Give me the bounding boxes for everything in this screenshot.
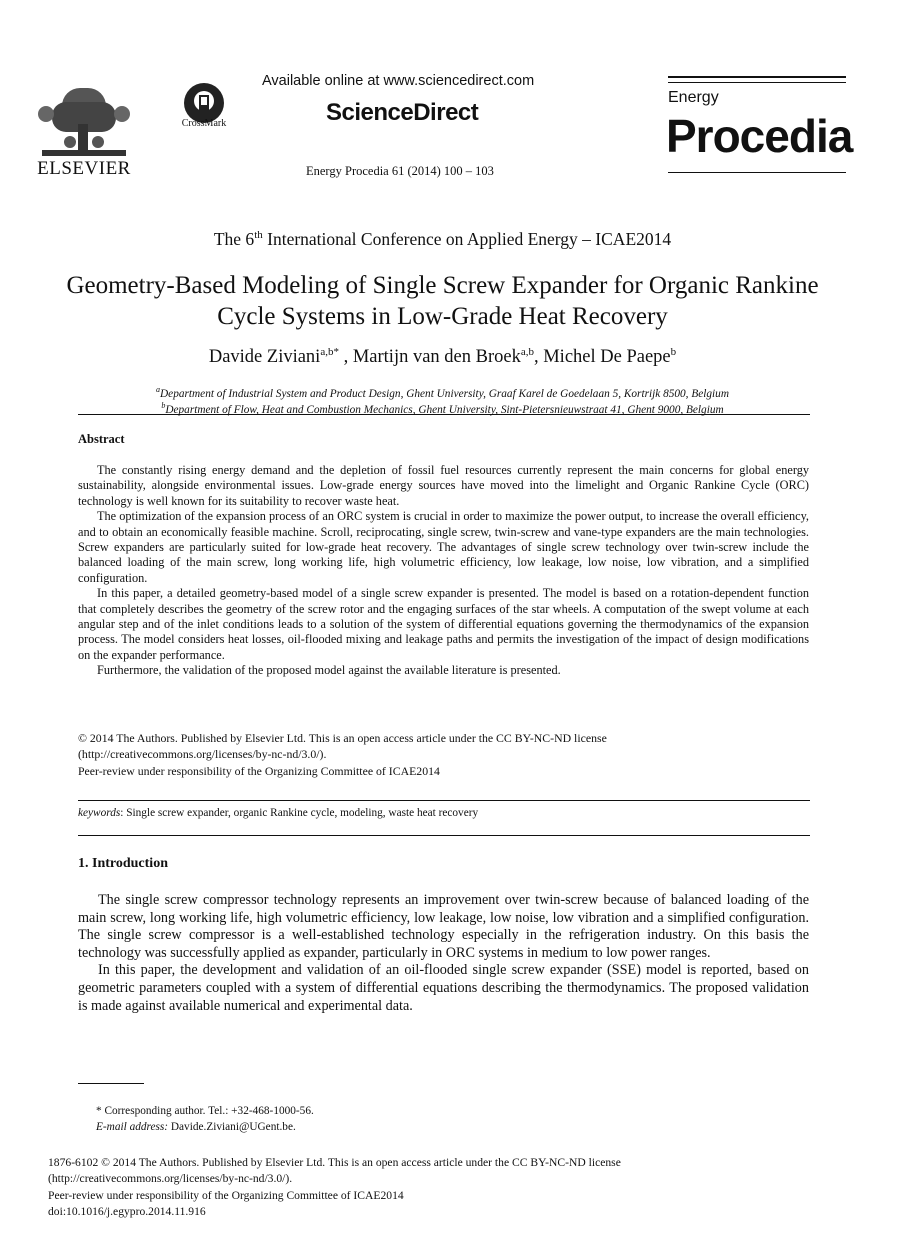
journal-logo-rule (668, 82, 846, 83)
journal-logo-rule (668, 76, 846, 78)
abstract-body (78, 463, 809, 679)
journal-logo-rule (668, 172, 846, 173)
page-footer (48, 1155, 828, 1220)
section-heading: 1. Introduction (78, 856, 168, 871)
copyright-notice (78, 730, 809, 779)
footnote-divider (78, 1083, 144, 1084)
sciencedirect-logo[interactable]: ScienceDirect (326, 99, 479, 126)
abstract-heading: Abstract (78, 432, 125, 446)
section-divider (78, 800, 810, 801)
email-link[interactable]: Davide.Ziviani@UGent.be. (168, 1121, 296, 1133)
peer-review-line: Peer-review under responsibility of the Organizing Committee of ICAE2014 (48, 1188, 404, 1202)
issn-copyright-line: 1876-6102 © 2014 The Authors. Published by Elsevier Ltd. This is an open access article under the CC BY-NC-ND license (48, 1156, 621, 1169)
intro-paragraph: In this paper, the development and validation of an oil-flooded single screw expander (SSE) model is reported, based on geometric parameters coupled with a system of differential equations describing the thermodynamics. The proposed validation is made against available numerical and experimental data. (78, 962, 809, 1014)
doi-link[interactable]: doi:10.1016/j.egypro.2014.11.916 (48, 1204, 206, 1218)
abstract-paragraph: The optimization of the expansion process of an ORC system is crucial in order to maximize the power output, to increase the overall efficiency, and to obtain an economically feasible machine. Scroll, reciprocating, single screw, twin-screw and vane-type expanders are the main technologies. Screw expanders are particularly suited for low-grade heat recovery. The advantages of single screw technology over twin-screw include the balanced loading of the main screw, long working life, high volumetric efficiency, low leakage, low noise, low vibration, and a simplified configuration. (78, 509, 809, 585)
email-note: E-mail address: Davide.Ziviani@UGent.be. (96, 1121, 296, 1133)
author-name: , Michel De Paepe (533, 347, 671, 368)
author-name: Davide Ziviani (208, 347, 321, 368)
license-link[interactable]: (http://creativecommons.org/licenses/by-nc-nd/3.0/). (78, 747, 327, 762)
copyright-line: © 2014 The Authors. Published by Elsevier Ltd. This is an open access article under the CC BY-NC-ND license (78, 731, 607, 745)
section-divider (78, 414, 810, 415)
author-list: Davide Ziviani$^{a,b*}$ , Martijn van den Broek$^{a,b}$, Michel De Paepe$^b$ (208, 346, 677, 368)
section-divider (78, 835, 810, 836)
crossmark-label: CrossMark (181, 118, 227, 129)
abstract-paragraph: Furthermore, the validation of the proposed model against the available literature is presented. (97, 663, 561, 678)
keywords: keywords: Single screw expander, organic Rankine cycle, modeling, waste heat recovery (78, 807, 479, 819)
abstract-paragraph: The constantly rising energy demand and the depletion of fossil fuel resources currently represent the main concerns for global energy sustainability, alongside environmental issues. Low-grade energy sources have moved into the limelight and Organic Rankine Cycle (ORC) technology is well known for its suitability to recover waste heat. (78, 463, 809, 508)
affiliation: $^a$Department of Industrial System and Product Design, Ghent University, Graaf Karel de Goedelaan 5, Kortrijk 8500, Belgium (156, 385, 729, 400)
elsevier-wordmark: ELSEVIER (37, 158, 131, 179)
corresponding-author-note: * Corresponding author. Tel.: +32-468-1000-56. (96, 1105, 314, 1117)
author-name: , Martijn van den Broek (338, 347, 521, 368)
intro-paragraph: The single screw compressor technology represents an improvement over twin-screw because of balanced loading of the main screw, long working life, high volumetric efficiency, low leakage, low noise, low vibration and a simplified configuration. The single screw compressor is a well-established technology especially in the refrigeration industry. On this basis the technology was successfully applied as expander, particularly in ORC systems in medium to low power ranges. (78, 892, 809, 961)
paper-title: Geometry-Based Modeling of Single Screw Expander for Organic Rankine Cycle Systems in Low-Grade Heat Recovery (66, 272, 819, 330)
license-link[interactable]: (http://creativecommons.org/licenses/by-nc-nd/3.0/). (48, 1172, 293, 1186)
journal-logo-procedia: Procedia (666, 110, 853, 162)
peer-review-line: Peer-review under responsibility of the Organizing Committee of ICAE2014 (78, 763, 440, 778)
journal-reference: Energy Procedia 61 (2014) 100 – 103 (306, 164, 494, 178)
introduction-body (78, 892, 809, 1015)
conference-name: The 6th International Conference on Applied Energy – ICAE2014 (213, 229, 672, 249)
journal-logo-energy: Energy (668, 89, 719, 106)
available-online-text: Available online at www.sciencedirect.com (262, 73, 535, 89)
affiliation: $^b$Department of Flow, Heat and Combustion Mechanics, Ghent University, Sint-Pietersnieuwstraat 41, Ghent 9000, Belgium (161, 401, 724, 416)
abstract-paragraph: In this paper, a detailed geometry-based model of a single screw expander is presented. The model is based on a rotation-dependent function that completely describes the geometry of the screw rotor and the engaging surfaces of the star wheels. A computation of the swept volume at each angular step and of the inlet conditions leads to a solution of the system of differential equations governing the thermodynamics of the expansion process. The model considers heat losses, oil-flooded mixing and leakage paths and permits the investigation of the impact of design modifications on the expander performance. (78, 586, 809, 662)
